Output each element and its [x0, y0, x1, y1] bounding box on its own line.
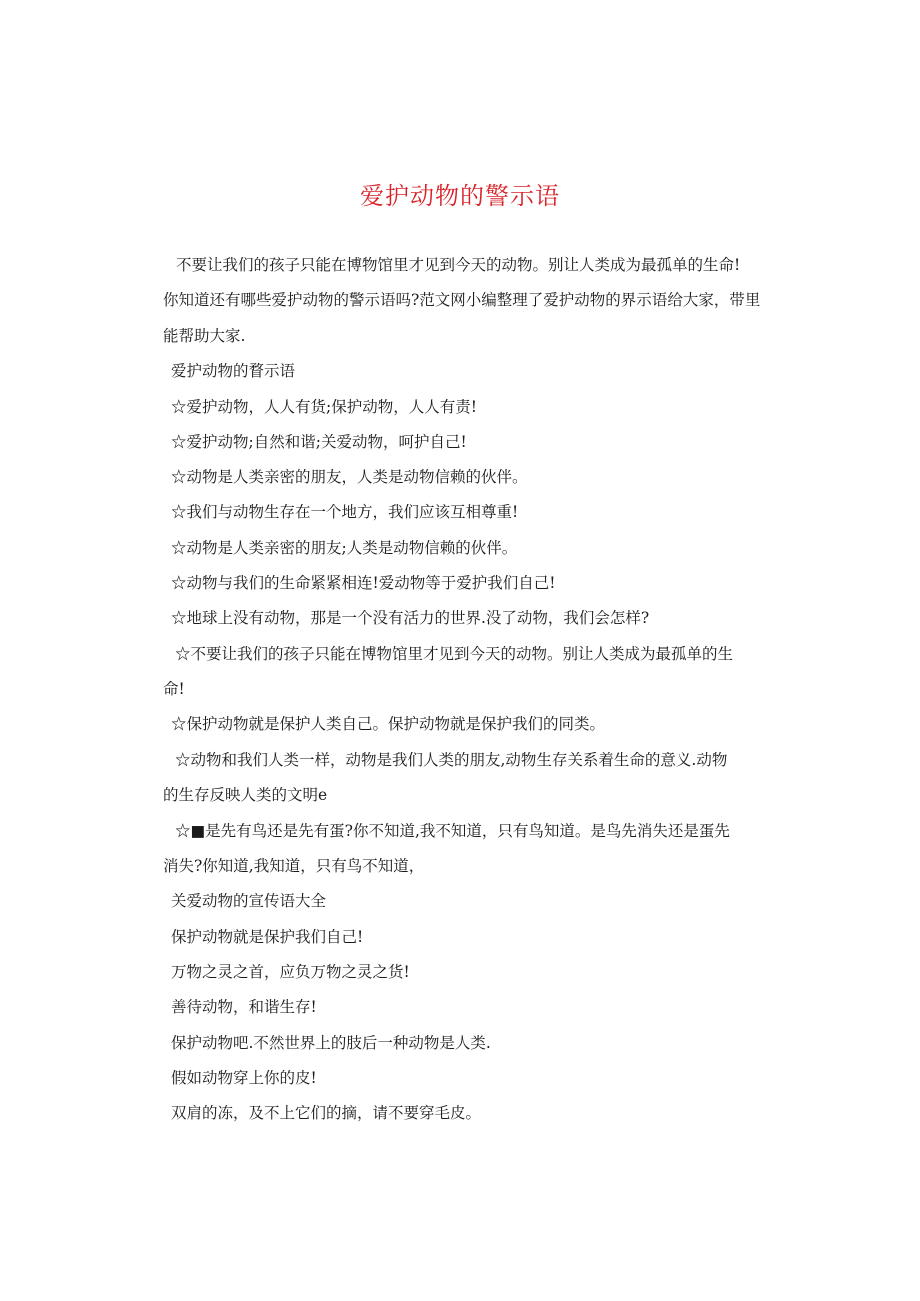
list-item: ☆保护动物就是保护人类自己。保护动物就是保护我们的同类。: [171, 715, 606, 733]
paragraph-line: 你知道还有哪些爱护动物的警示语吗?范文网小编整理了爱护动物的界示语给大家，带里: [163, 291, 761, 309]
list-item: ☆爱护动物;自然和谐;关爱动物，呵护自己!: [171, 433, 467, 451]
list-item: ☆动物是人类亲密的朋友;人类是动物信赖的伙伴。: [171, 539, 518, 557]
slogan-line: 善待动物，和谐生存!: [171, 998, 317, 1016]
list-item: ☆我们与动物生存在一个地方，我们应该互相尊重!: [171, 503, 519, 521]
document-title: 爱护动物的警示语: [360, 182, 560, 210]
list-item-continuation: 消失?你知道,我知道，只有鸟不知道，: [163, 857, 425, 875]
list-item: ☆动物是人类亲密的朋友，人类是动物信赖的伙伴。: [171, 468, 528, 486]
slogan-line: 双肩的冻，及不上它们的摘，请不要穿毛皮。: [171, 1104, 482, 1122]
list-item-continuation: 命!: [163, 680, 185, 698]
list-item-continuation: 的生存反映人类的文明e: [163, 786, 328, 804]
slogan-line: 保护动物就是保护我们自己!: [171, 928, 364, 946]
slogan-line: 假如动物穿上你的皮!: [171, 1069, 317, 1087]
list-item: ☆爱护动物，人人有货;保护动物，人人有责!: [171, 398, 477, 416]
list-item: ☆■是先有鸟还是先有蛋?你不知道,我不知道，只有鸟知道。是鸟先消失还是蛋先: [175, 822, 730, 840]
section-heading: 关爱动物的宣传语大全: [171, 892, 327, 910]
list-item: ☆动物和我们人类一样，动物是我们人类的朋友,动物生存关系着生命的意义.动物: [175, 751, 728, 769]
list-item: ☆不要让我们的孩子只能在博物馆里才见到今天的动物。别让人类成为最孤单的生: [175, 645, 734, 663]
list-item: ☆动物与我们的生命紧紧相连!爱动物等于爱护我们自己!: [171, 574, 556, 592]
paragraph-line: 不要让我们的孩子只能在博物馆里才见到今天的动物。别让人类成为最孤单的生命!: [176, 256, 741, 274]
slogan-line: 万物之灵之首，应负万物之灵之货!: [171, 963, 410, 981]
slogan-line: 保护动物吧.不然世界上的肢后一种动物是人类.: [171, 1034, 491, 1052]
section-heading: 爱护动物的瞀示语: [171, 362, 296, 380]
paragraph-line: 能帮助大家.: [163, 327, 246, 345]
list-item: ☆地球上没有动物，那是一个没有活力的世界.没了动物，我们会怎样?: [171, 609, 650, 627]
